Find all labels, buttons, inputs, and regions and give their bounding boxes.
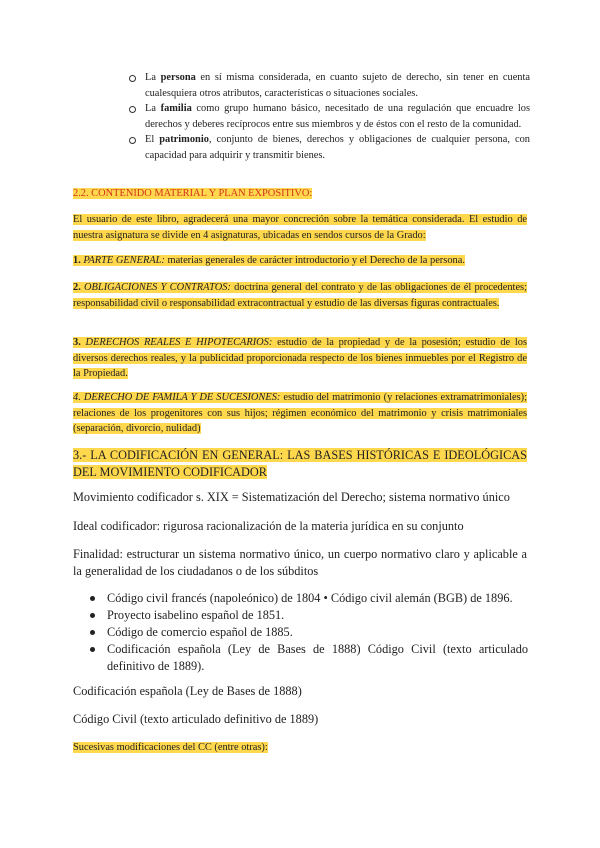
paragraph-ideal: Ideal codificador: rigurosa racionalización de la materia jurídica en su conjunto: [73, 519, 464, 533]
section-heading-2-2: 2.2. CONTENIDO MATERIAL Y PLAN EXPOSITIVO:: [73, 188, 313, 199]
paragraph-modificaciones: Sucesivas modificaciones del CC (entre otras):: [73, 742, 268, 753]
bold-term: patrimonio: [159, 134, 209, 145]
paragraph-codigo-civil: Código Civil (texto articulado definitivo de 1889): [73, 712, 319, 726]
circle-list: [126, 70, 530, 163]
list-item: Proyecto isabelino español de 1851.: [90, 607, 528, 624]
intro-paragraph: El usuario de este libro, agradecerá una mayor concreción sobre la temática considerada. El estudio de nuestra asignatura se divide en 4 asignaturas, ubicadas en sendos cursos de la Grado:: [73, 214, 527, 241]
paragraph-movimiento: Movimiento codificador s. XIX = Sistematización del Derecho; sistema normativo único: [73, 490, 510, 504]
part-2: 2. OBLIGACIONES Y CONTRATOS: doctrina general del contrato y de las obligaciones de él procedentes; responsabilidad civil o responsabilidad extracontractual y estudio de las diversas figuras contractuales.: [73, 282, 527, 309]
paragraph-finalidad: Finalidad: estructurar un sistema normativo único, un cuerpo normativo claro y aplicable a la generalidad de los ciudadanos o de los súbditos: [73, 547, 527, 578]
list-item: Código civil francés (napoleónico) de 1804 • Código civil alemán (BGB) de 1896.: [90, 590, 528, 607]
list-item: El patrimonio, conjunto de bienes, derechos y obligaciones de cualquier persona, con capacidad para adquirir y transmitir bienes.: [126, 132, 530, 163]
list-item: Código de comercio español de 1885.: [90, 624, 528, 641]
part-4: 4. DERECHO DE FAMILA Y DE SUCESIONES: estudio del matrimonio (y relaciones extramatrimoniales); relaciones de los progenitores con sus hijos; régimen económico del matrimonio y crisis matrimoniales (separación, divorcio, nulidad): [73, 392, 527, 434]
section-heading-3: 3.- LA CODIFICACIÓN EN GENERAL: LAS BASES HISTÓRICAS E IDEOLÓGICAS DEL MOVIMIENTO CODIFICADOR: [73, 448, 527, 479]
bullet-list: [90, 590, 528, 675]
paragraph-codificacion: Codificación española (Ley de Bases de 1888): [73, 684, 302, 698]
part-1: 1. PARTE GENERAL: materias generales de carácter introductorio y el Derecho de la persona.: [73, 255, 465, 266]
list-item: La persona en sí misma considerada, en cuanto sujeto de derecho, sin tener en cuenta cualesquiera otros atributos, características o situaciones sociales.: [126, 70, 530, 101]
list-item: La familia como grupo humano básico, necesitado de una regulación que encuadre los derechos y deberes recíprocos entre sus miembros y de éstos con el resto de la comunidad.: [126, 101, 530, 132]
bold-term: familia: [160, 103, 192, 114]
bold-term: persona: [160, 72, 196, 83]
part-3: 3. DERECHOS REALES E HIPOTECARIOS: estudio de la propiedad y de la posesión; estudio de los diversos derechos reales, y la publicidad proporcionada respecto de los bienes inmuebles por el Registro de la Propiedad.: [73, 337, 527, 379]
list-item: Codificación española (Ley de Bases de 1888) Código Civil (texto articulado definitivo de 1889).: [90, 641, 528, 675]
